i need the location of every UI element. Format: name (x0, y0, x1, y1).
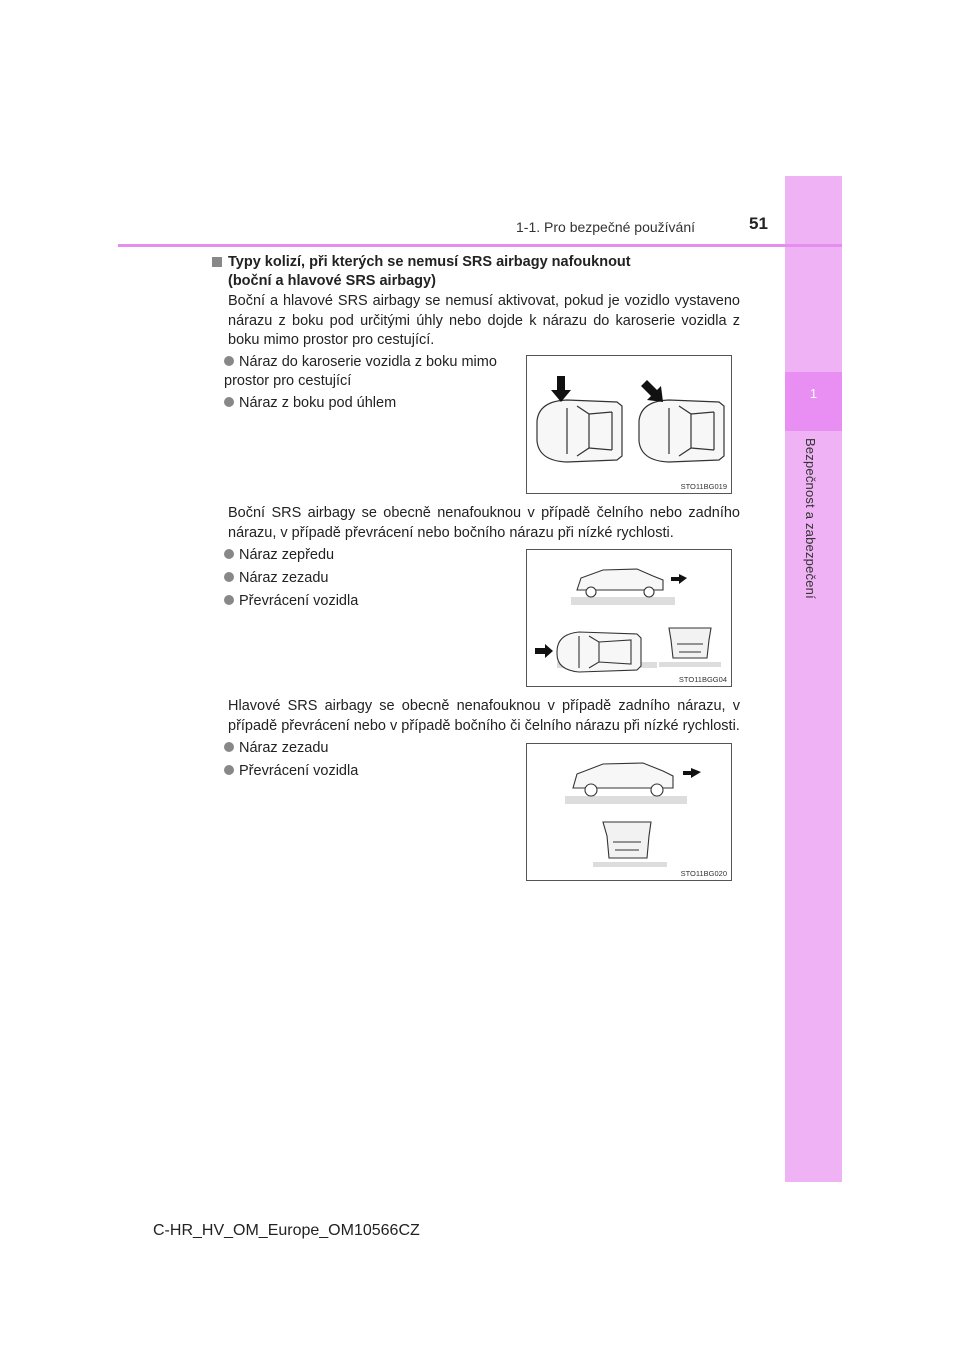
chapter-tab[interactable] (785, 372, 842, 431)
bullet-dot-icon (224, 595, 234, 605)
arrow-diagonal-icon (641, 380, 663, 402)
figure-side-impact (526, 355, 732, 494)
figure-rear-rollover (526, 743, 732, 881)
bullet-dot-icon (224, 572, 234, 582)
header-rule (118, 244, 842, 247)
page-number: 51 (749, 214, 768, 233)
car-rollover-icon (603, 822, 651, 858)
front-rear-rollover-illustration (527, 550, 731, 686)
figure-code: STO11BGG04 (678, 675, 727, 684)
car-side-view-icon (573, 763, 673, 796)
list-item: Náraz zezadu (224, 739, 328, 758)
arrow-down-icon (551, 376, 571, 402)
list-item: Náraz z boku pod úhlem (224, 394, 524, 413)
paragraph-2: Boční SRS airbagy se obecně nenafouknou v případě čelního nebo zadního nárazu, v případě převrácení nebo bočního nárazu při nízké rychlosti. (228, 505, 740, 541)
bullet-dot-icon (224, 765, 234, 775)
list-item: Převrácení vozidla (224, 592, 358, 611)
figure-code: STO11BG020 (680, 869, 727, 878)
list-item: Převrácení vozidla (224, 762, 358, 781)
car-top-view-icon (639, 400, 724, 462)
arrow-left-icon (671, 574, 687, 584)
square-bullet-icon (212, 257, 222, 267)
car-top-view-icon (537, 400, 622, 462)
chapter-sidebar (785, 176, 842, 1182)
list-item: Náraz do karoserie vozidla z boku mimo prostor pro cestující (224, 354, 497, 389)
section-heading (228, 253, 688, 291)
chapter-title: Bezpečnost a zabezpečení (803, 438, 818, 599)
document-id: C-HR_HV_OM_Europe_OM10566CZ (153, 1222, 420, 1239)
list-item: Náraz zepředu (224, 546, 334, 565)
bullet-dot-icon (224, 397, 234, 407)
paragraph-1: Boční a hlavové SRS airbagy se nemusí aktivovat, pokud je vozidlo vystaveno nárazu z boku pod určitými úhly nebo dojde k nárazu do karoserie vozidla z boku mimo prostor pro cestující. (228, 293, 740, 348)
car-top-view-icon (557, 632, 641, 672)
arrow-right-icon (535, 644, 553, 658)
figure-code: STO11BG019 (680, 482, 727, 491)
list-item: Náraz zezadu (224, 569, 328, 588)
arrow-left-icon (683, 768, 701, 778)
car-side-view-icon (577, 569, 663, 597)
bullet-dot-icon (224, 356, 234, 366)
chapter-number: 1 (809, 386, 818, 401)
side-impact-illustration (527, 356, 731, 493)
section-title: 1-1. Pro bezpečné používání (516, 219, 696, 235)
paragraph-3: Hlavové SRS airbagy se obecně nenafouknou v případě zadního nárazu, v případě převrácení nebo v případě bočního či čelního nárazu při nízké rychlosti. (228, 698, 740, 734)
heading-line-2: (boční a hlavové SRS airbagy) (228, 273, 436, 289)
rear-rollover-illustration (527, 744, 731, 880)
bullet-dot-icon (224, 549, 234, 559)
car-rollover-icon (669, 628, 711, 658)
heading-line-1: Typy kolizí, při kterých se nemusí SRS airbagy nafouknout (228, 254, 631, 270)
figure-front-rear-rollover (526, 549, 732, 687)
bullet-dot-icon (224, 742, 234, 752)
